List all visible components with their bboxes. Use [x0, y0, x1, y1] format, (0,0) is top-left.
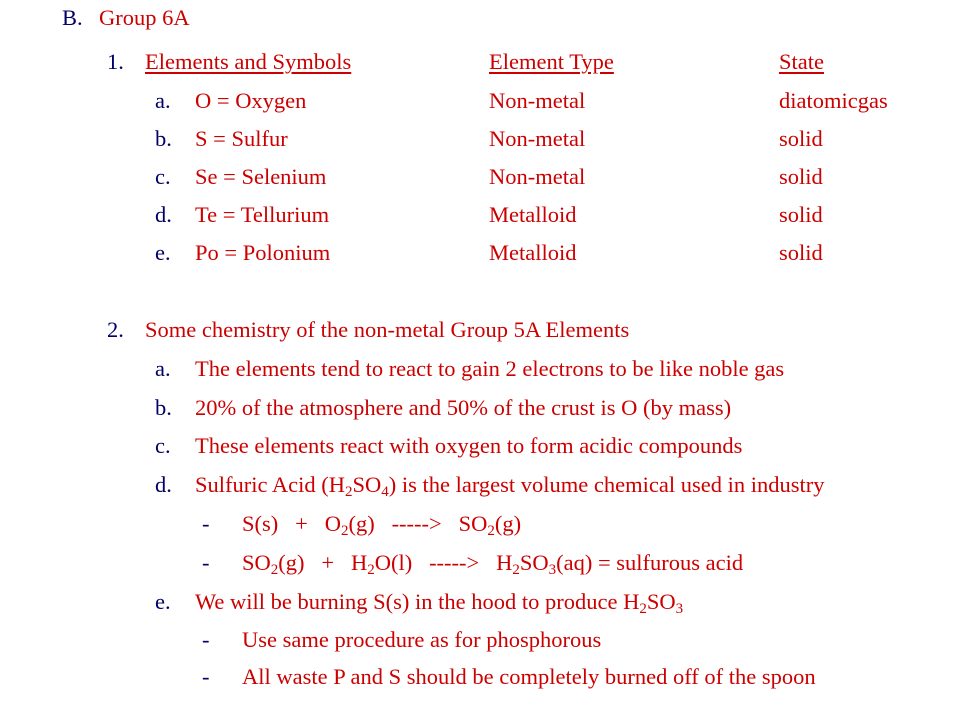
dash-marker: -: [202, 511, 210, 536]
row-state: solid: [779, 126, 823, 151]
section-marker: B.: [62, 5, 83, 30]
equation-text: $S(s) + O_2(g)$ -----> $SO_2(g)$: [242, 511, 522, 539]
row-element: S = Sulfur: [195, 126, 288, 151]
row-marker: a.: [155, 88, 171, 113]
list-marker: c.: [155, 433, 171, 458]
sub-list-text: Use same procedure as for phosphorous: [242, 627, 602, 652]
list-marker: a.: [155, 356, 171, 381]
sub-list-text: All waste P and S should be completely burned off of the spoon: [242, 664, 816, 689]
header-elements-symbols: Elements and Symbols: [145, 49, 352, 74]
header-element-type: Element Type: [489, 49, 614, 74]
list-text: We will be burning S(s) in the hood to produce $H_2SO_3$: [195, 589, 684, 617]
row-type: Metalloid: [489, 202, 577, 227]
row-state: diatomicgas: [779, 88, 888, 113]
dash-marker: -: [202, 627, 210, 652]
row-state: solid: [779, 240, 823, 265]
row-element: O = Oxygen: [195, 88, 307, 113]
dash-marker: -: [202, 664, 210, 689]
list-marker: b.: [155, 395, 172, 420]
row-element: Te = Tellurium: [195, 202, 330, 227]
dash-marker: -: [202, 550, 210, 575]
section-title: Group 6A: [99, 5, 190, 30]
list-text: The elements tend to react to gain 2 electrons to be like noble gas: [195, 356, 785, 381]
equation-text: $SO_2(g) + H_2O(l)$ -----> $H_2SO_3(aq)$ = sulfurous acid: [242, 550, 744, 578]
row-marker: d.: [155, 202, 172, 227]
row-state: solid: [779, 202, 823, 227]
row-type: Metalloid: [489, 240, 577, 265]
list-marker: d.: [155, 472, 172, 497]
list-text: Sulfuric Acid $(H_2SO_4)$ is the largest volume chemical used in industry: [195, 472, 825, 500]
row-state: solid: [779, 164, 823, 189]
row-marker: c.: [155, 164, 171, 189]
item1-marker: 1.: [107, 49, 124, 74]
row-marker: b.: [155, 126, 172, 151]
list-text: These elements react with oxygen to form acidic compounds: [195, 433, 743, 458]
row-type: Non-metal: [489, 88, 586, 113]
row-type: Non-metal: [489, 126, 586, 151]
item2-marker: 2.: [107, 317, 124, 342]
header-state: State: [779, 49, 824, 74]
item2-title: Some chemistry of the non-metal Group 5A Elements: [145, 317, 630, 342]
row-element: Po = Polonium: [195, 240, 331, 265]
row-element: Se = Selenium: [195, 164, 327, 189]
list-text: 20% of the atmosphere and 50% of the crust is O (by mass): [195, 395, 732, 420]
row-marker: e.: [155, 240, 171, 265]
list-marker: e.: [155, 589, 171, 614]
row-type: Non-metal: [489, 164, 586, 189]
